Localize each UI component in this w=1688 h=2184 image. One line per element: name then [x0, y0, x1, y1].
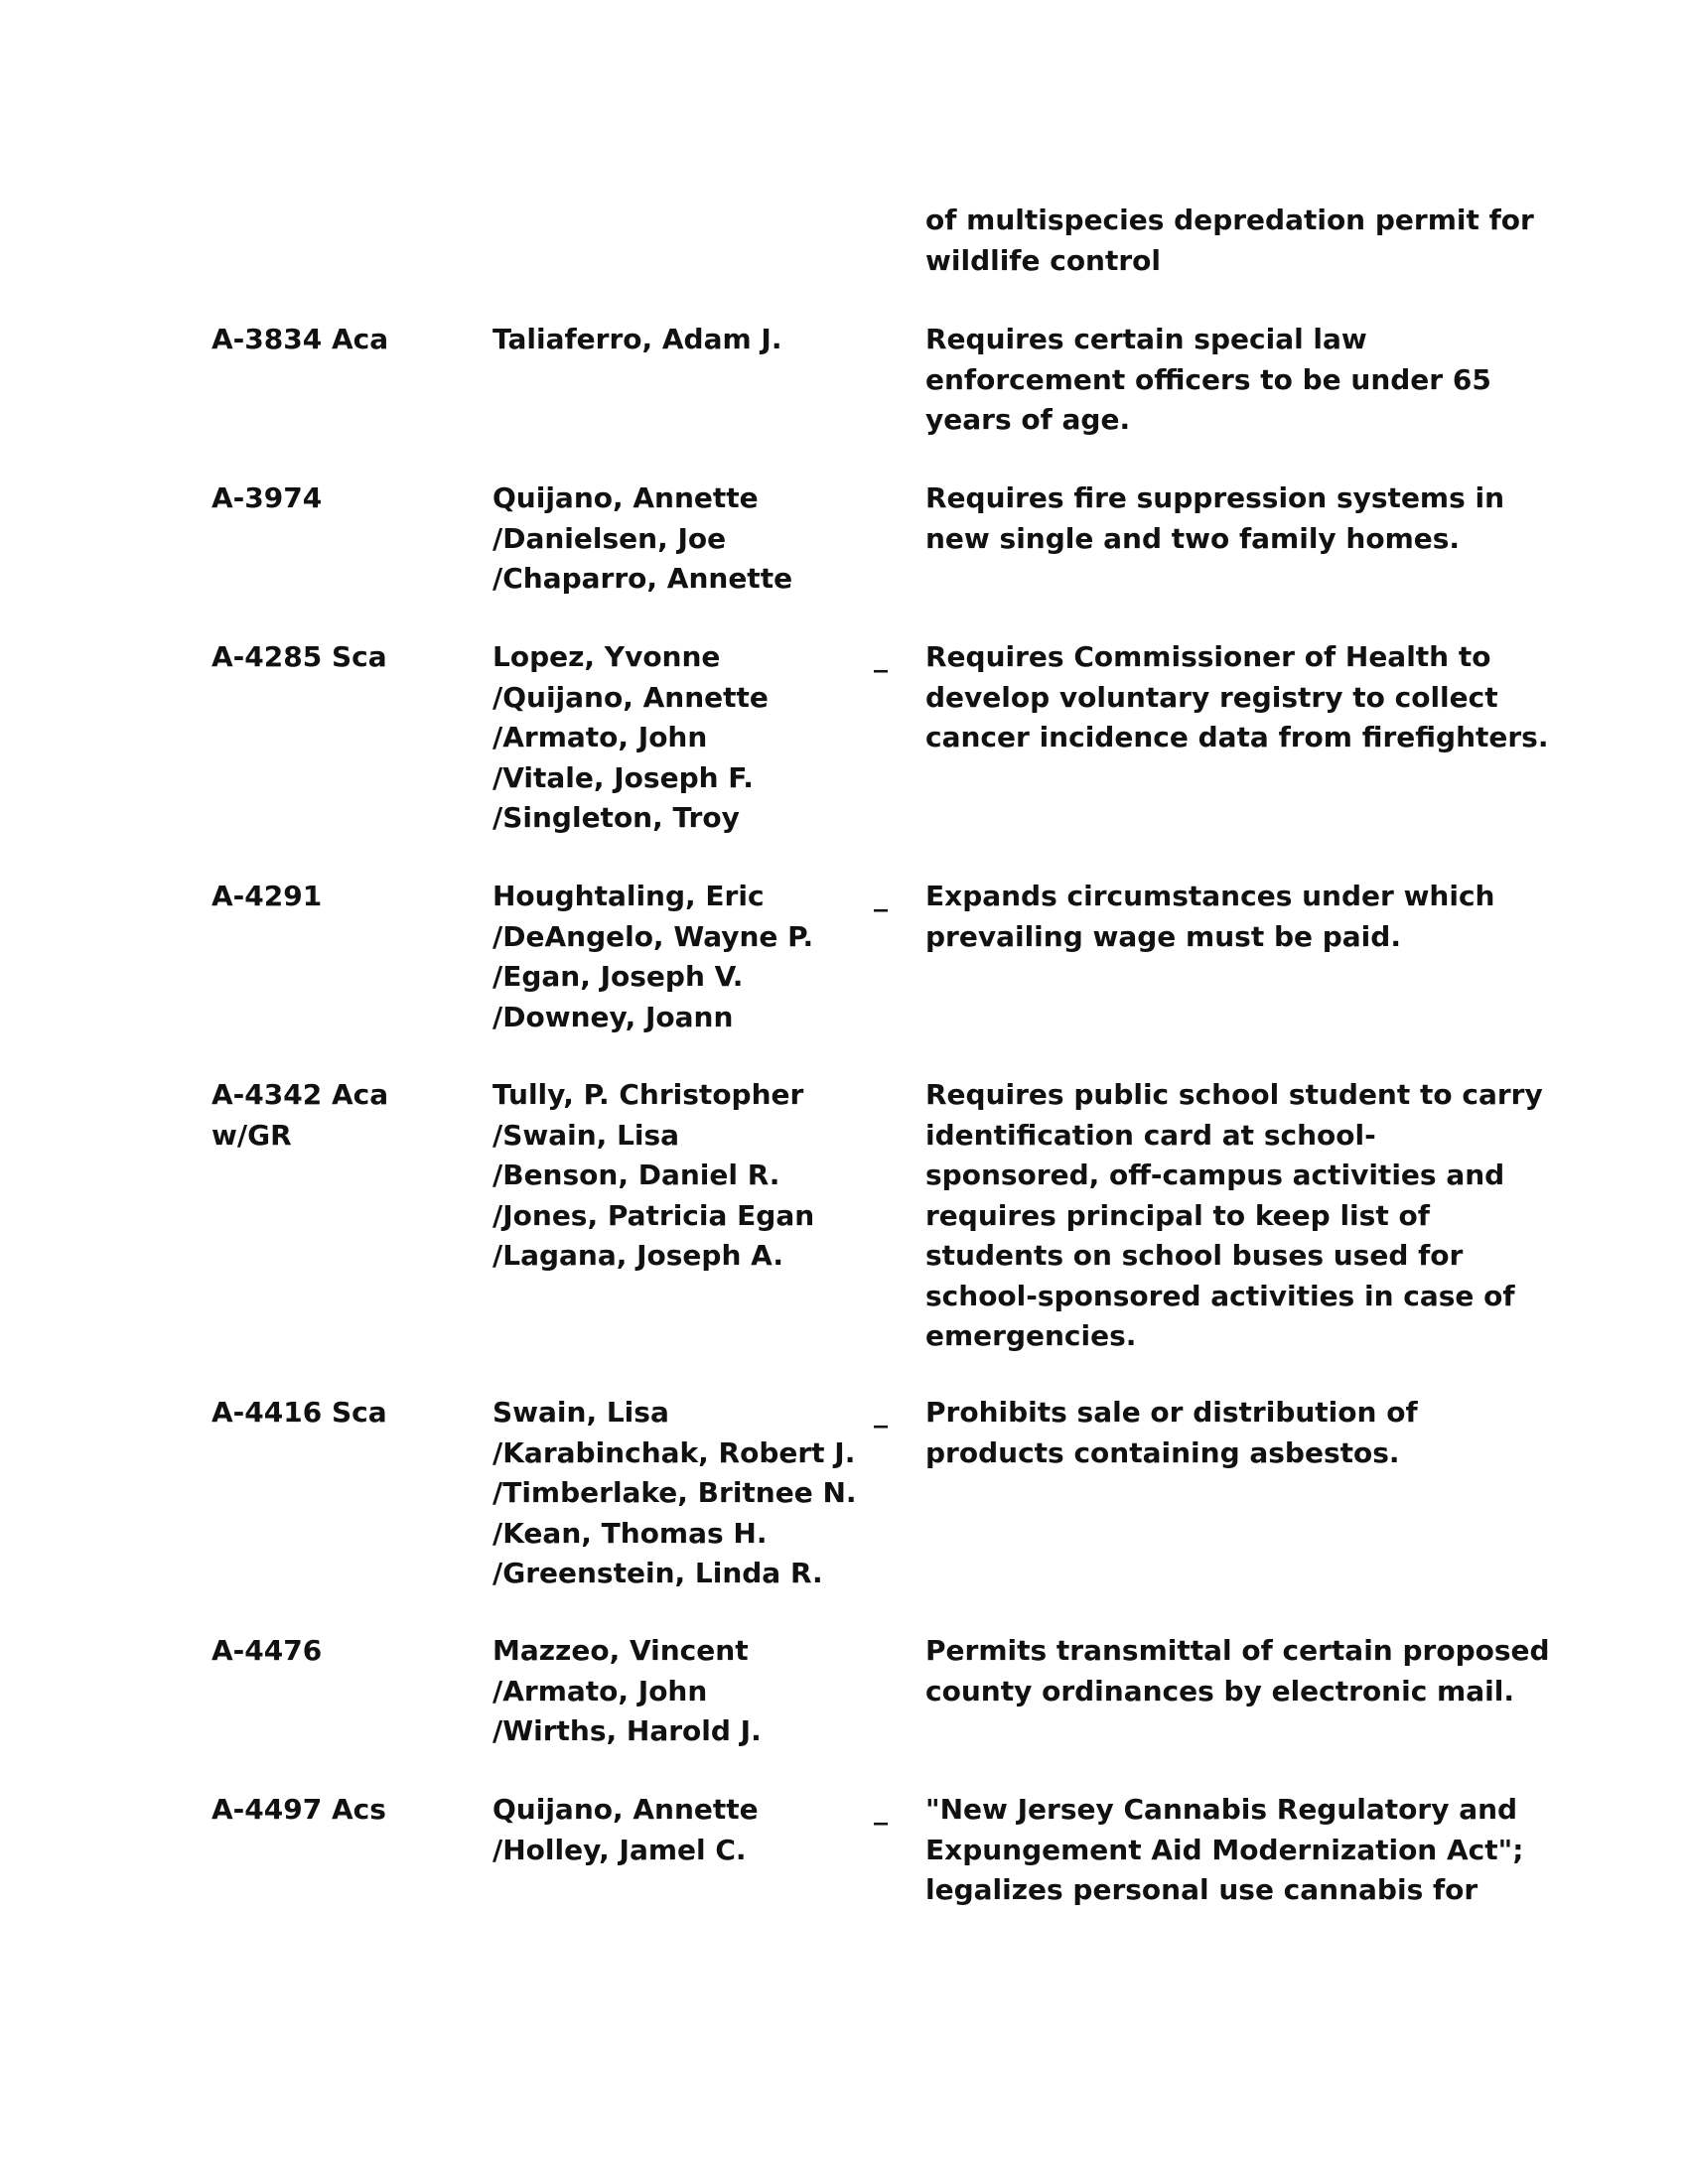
bill-description: Requires public school student to carry identification card at school- sponsored, off-campus activities and requires principal to keep list of students on school buses used for school-sponsored activities in case of emergencies. — [925, 1078, 1543, 1352]
sponsor-name: /Kean, Thomas H. — [492, 1516, 768, 1550]
sponsor-name: /DeAngelo, Wayne P. — [492, 919, 814, 953]
sponsor-name: /Egan, Joseph V. — [492, 960, 744, 993]
bill-sponsors — [492, 637, 870, 839]
bill-sponsors — [492, 1075, 870, 1277]
bill-sponsors — [492, 1790, 870, 1870]
sponsor-name: /Jones, Patricia Egan — [492, 1198, 815, 1232]
bill-mark: _ — [874, 1396, 888, 1429]
sponsor-name: Lopez, Yvonne — [492, 640, 721, 673]
sponsor-name: /Chaparro, Annette — [492, 562, 793, 595]
continued-description — [925, 201, 1534, 281]
sponsor-name: /Downey, Joann — [492, 1000, 734, 1033]
sponsor-name: /Armato, John — [492, 1674, 708, 1707]
sponsor-name: /Holley, Jamel C. — [492, 1833, 747, 1866]
sponsor-name: /Singleton, Troy — [492, 801, 740, 834]
bill-description: "New Jersey Cannabis Regulatory and Expungement Aid Modernization Act"; legalizes personal use cannabis for — [925, 1793, 1524, 1906]
bill-number: A-3834 Aca — [211, 323, 389, 355]
bill-description: Requires fire suppression systems in new single and two family homes. — [925, 481, 1505, 555]
bill-sponsors — [492, 1393, 870, 1594]
bill-number: A-4416 Sca — [211, 1396, 387, 1429]
sponsor-name: /Wirths, Harold J. — [492, 1714, 762, 1747]
sponsor-name: Quijano, Annette — [492, 481, 759, 514]
bill-mark: _ — [874, 880, 888, 912]
bill-number: A-4476 — [211, 1634, 323, 1667]
bill-description: Requires Commissioner of Health to develop voluntary registry to collect cancer incidence data from firefighters. — [925, 640, 1549, 753]
sponsor-name: Taliaferro, Adam J. — [492, 323, 782, 355]
bill-description: Permits transmittal of certain proposed county ordinances by electronic mail. — [925, 1634, 1550, 1707]
description-line: of multispecies depredation permit for — [925, 204, 1534, 236]
sponsor-name: Mazzeo, Vincent — [492, 1634, 749, 1667]
bill-number: A-4342 Aca w/GR — [211, 1078, 389, 1152]
bill-mark: _ — [874, 1793, 888, 1826]
bill-sponsors — [492, 877, 870, 1037]
sponsor-name: /Armato, John — [492, 721, 708, 753]
sponsor-name: /Quijano, Annette — [492, 680, 769, 714]
sponsor-name: /Lagana, Joseph A. — [492, 1239, 783, 1272]
description-line: wildlife control — [925, 243, 1162, 277]
bill-description: Requires certain special law enforcement officers to be under 65 years of age. — [925, 323, 1491, 436]
sponsor-name: /Danielsen, Joe — [492, 521, 727, 555]
sponsor-name: /Vitale, Joseph F. — [492, 760, 754, 794]
sponsor-name: Quijano, Annette — [492, 1793, 759, 1826]
sponsor-name: /Greenstein, Linda R. — [492, 1557, 823, 1589]
bill-mark: _ — [874, 640, 888, 673]
sponsor-name: /Benson, Daniel R. — [492, 1159, 780, 1191]
sponsor-name: Houghtaling, Eric — [492, 880, 765, 912]
sponsor-name: Tully, P. Christopher — [492, 1078, 804, 1111]
sponsor-name: Swain, Lisa — [492, 1396, 669, 1429]
bill-number: A-4285 Sca — [211, 640, 387, 673]
bill-sponsors — [492, 320, 870, 360]
bill-number: A-4291 — [211, 880, 323, 912]
sponsor-name: /Timberlake, Britnee N. — [492, 1476, 857, 1509]
bill-number: A-3974 — [211, 481, 323, 514]
bill-description: Prohibits sale or distribution of products containing asbestos. — [925, 1396, 1418, 1469]
sponsor-name: /Swain, Lisa — [492, 1118, 680, 1152]
bill-sponsors — [492, 1631, 870, 1752]
bill-description: Expands circumstances under which prevailing wage must be paid. — [925, 880, 1495, 953]
sponsor-name: /Karabinchak, Robert J. — [492, 1435, 856, 1469]
bill-number: A-4497 Acs — [211, 1793, 386, 1826]
bill-sponsors — [492, 478, 870, 600]
